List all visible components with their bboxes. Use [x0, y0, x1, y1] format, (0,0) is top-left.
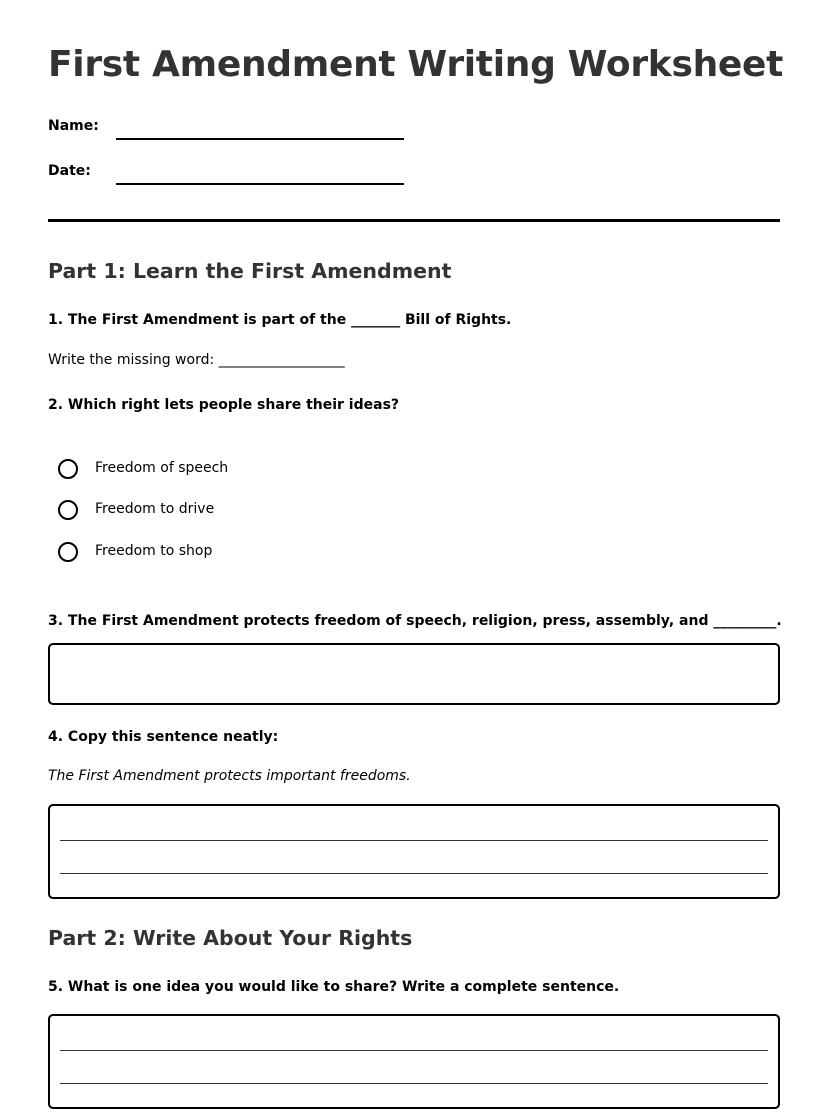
date-label: Date:	[48, 163, 91, 179]
date-field[interactable]	[48, 163, 408, 187]
option-freedom-to-drive[interactable]	[58, 500, 358, 524]
part2-title: Part 2: Write About Your Rights	[48, 926, 413, 950]
option-label: Freedom to shop	[95, 543, 213, 559]
radio-button[interactable]	[58, 500, 78, 520]
name-write-line[interactable]	[116, 138, 404, 140]
write-line	[60, 840, 768, 841]
question-5-answer-box[interactable]	[48, 1014, 780, 1109]
question-1-prompt: 1. The First Amendment is part of the _______ Bill of Rights.	[48, 312, 512, 328]
option-freedom-to-shop[interactable]	[58, 542, 358, 566]
question-4-sentence: The First Amendment protects important freedoms.	[48, 768, 411, 784]
question-5-prompt: 5. What is one idea you would like to share? Write a complete sentence.	[48, 979, 620, 995]
name-field[interactable]	[48, 118, 408, 142]
write-line	[60, 873, 768, 874]
question-2-prompt: 2. Which right lets people share their ideas?	[48, 397, 400, 413]
name-label: Name:	[48, 118, 99, 134]
header-divider	[48, 219, 780, 222]
radio-button[interactable]	[58, 459, 78, 479]
question-4-answer-box[interactable]	[48, 804, 780, 899]
question-4-prompt: 4. Copy this sentence neatly:	[48, 729, 279, 745]
write-line	[60, 1050, 768, 1051]
option-freedom-of-speech[interactable]	[58, 459, 358, 483]
date-write-line[interactable]	[116, 183, 404, 185]
question-3-answer-box[interactable]	[48, 643, 780, 705]
page-title: First Amendment Writing Worksheet	[48, 44, 784, 85]
question-3-prompt: 3. The First Amendment protects freedom of speech, religion, press, assembly, and _________.	[48, 613, 782, 629]
radio-button[interactable]	[58, 542, 78, 562]
part1-title: Part 1: Learn the First Amendment	[48, 259, 452, 283]
write-line	[60, 1083, 768, 1084]
option-label: Freedom of speech	[95, 460, 229, 476]
question-1-instruction: Write the missing word: __________________	[48, 352, 345, 368]
option-label: Freedom to drive	[95, 501, 215, 517]
